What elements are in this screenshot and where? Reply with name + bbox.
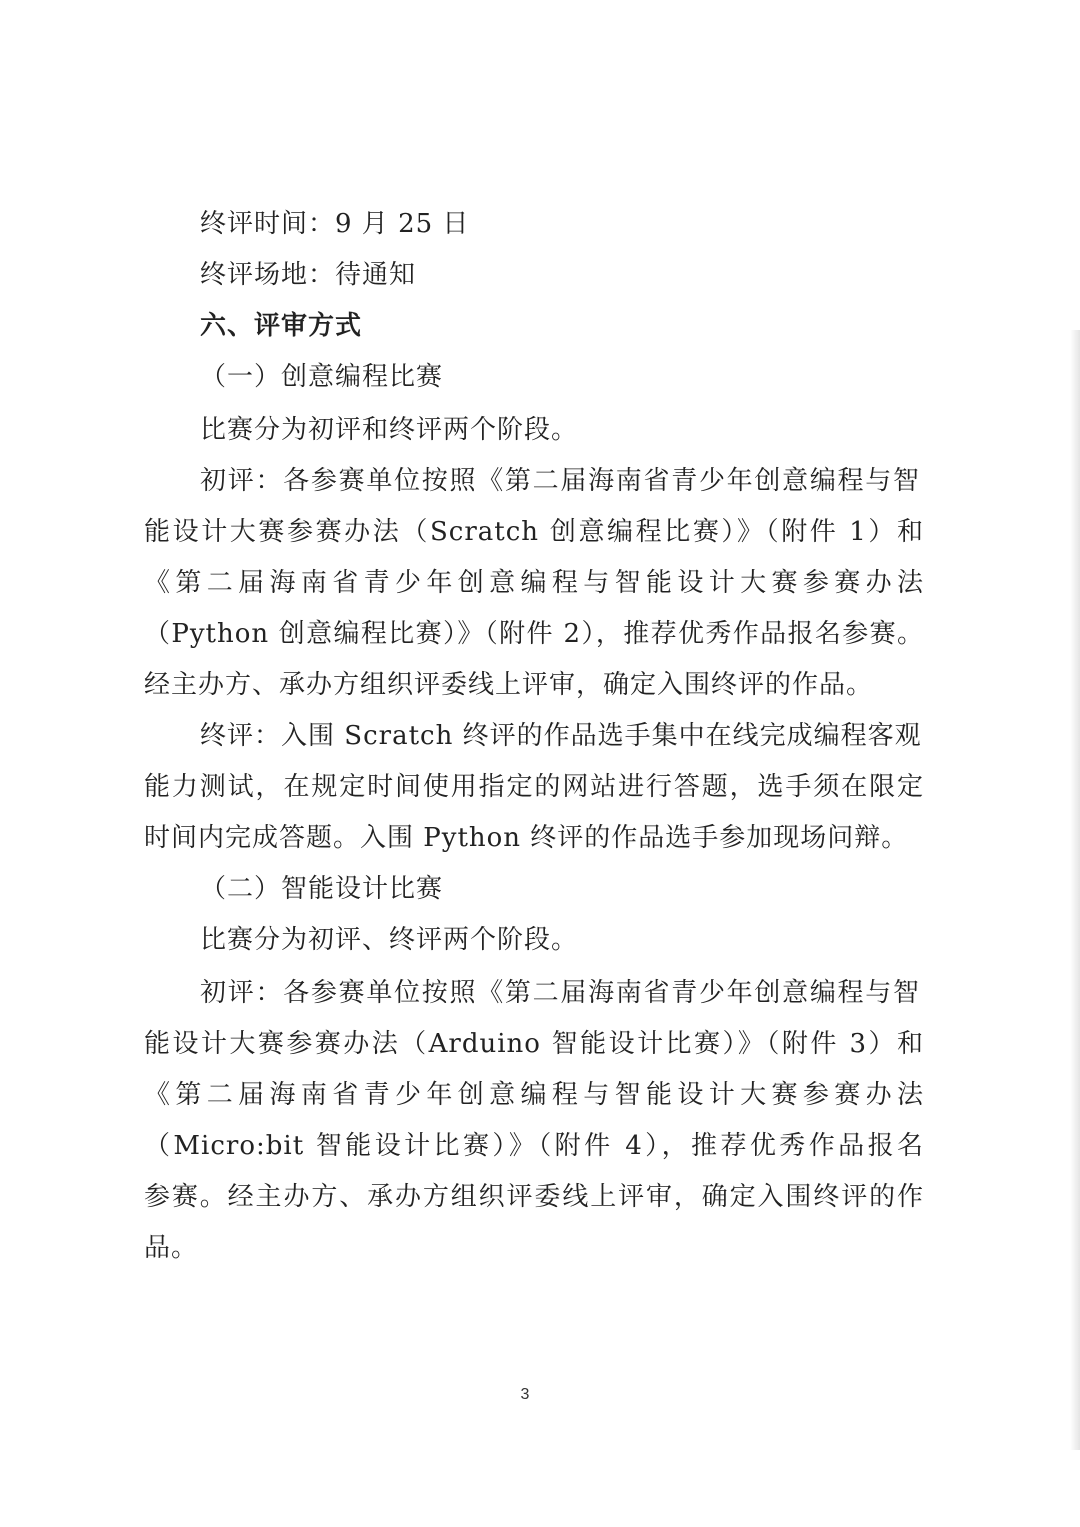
- paragraph-line: 《第二届海南省青少年创意编程与智能设计大赛参赛办法: [144, 1080, 924, 1110]
- final-review-time: 终评时间：9 月 25 日: [200, 209, 470, 239]
- paragraph-line: 比赛分为初评和终评两个阶段。: [200, 415, 579, 445]
- page-edge-shadow: [1070, 330, 1080, 1450]
- paragraph-line: （Python 创意编程比赛）》（附件 2），推荐优秀作品报名参赛。: [144, 619, 924, 649]
- subsection-heading-smart-design: （二）智能设计比赛: [200, 874, 444, 904]
- paragraph-line: 比赛分为初评、终评两个阶段。: [200, 925, 579, 955]
- page-number: 3: [520, 1386, 530, 1403]
- final-review-venue: 终评场地：待通知: [200, 260, 417, 290]
- paragraph-line: 参赛。经主办方、承办方组织评委线上评审，确定入围终评的作: [144, 1182, 924, 1212]
- subsection-heading-creative-programming: （一）创意编程比赛: [200, 362, 444, 392]
- paragraph-line: 初评：各参赛单位按照《第二届海南省青少年创意编程与智: [200, 978, 920, 1008]
- paragraph-line: 初评：各参赛单位按照《第二届海南省青少年创意编程与智: [200, 466, 920, 496]
- paragraph-line: （Micro:bit 智能设计比赛）》（附件 4），推荐优秀作品报名: [144, 1131, 924, 1161]
- paragraph-line: 经主办方、承办方组织评委线上评审，确定入围终评的作品。: [144, 670, 874, 700]
- paragraph-line: 能设计大赛参赛办法（Scratch 创意编程比赛）》（附件 1）和: [144, 517, 924, 547]
- paragraph-line: 终评：入围 Scratch 终评的作品选手集中在线完成编程客观: [200, 721, 922, 751]
- paragraph-line: 时间内完成答题。入围 Python 终评的作品选手参加现场问辩。: [144, 823, 909, 853]
- paragraph-line: 能设计大赛参赛办法（Arduino 智能设计比赛）》（附件 3）和: [144, 1029, 924, 1059]
- paragraph-line: 能力测试，在规定时间使用指定的网站进行答题，选手须在限定: [144, 772, 924, 802]
- paragraph-line: 品。: [144, 1233, 199, 1263]
- section-heading-review-method: 六、评审方式: [200, 311, 363, 341]
- paragraph-line: 《第二届海南省青少年创意编程与智能设计大赛参赛办法: [144, 568, 924, 598]
